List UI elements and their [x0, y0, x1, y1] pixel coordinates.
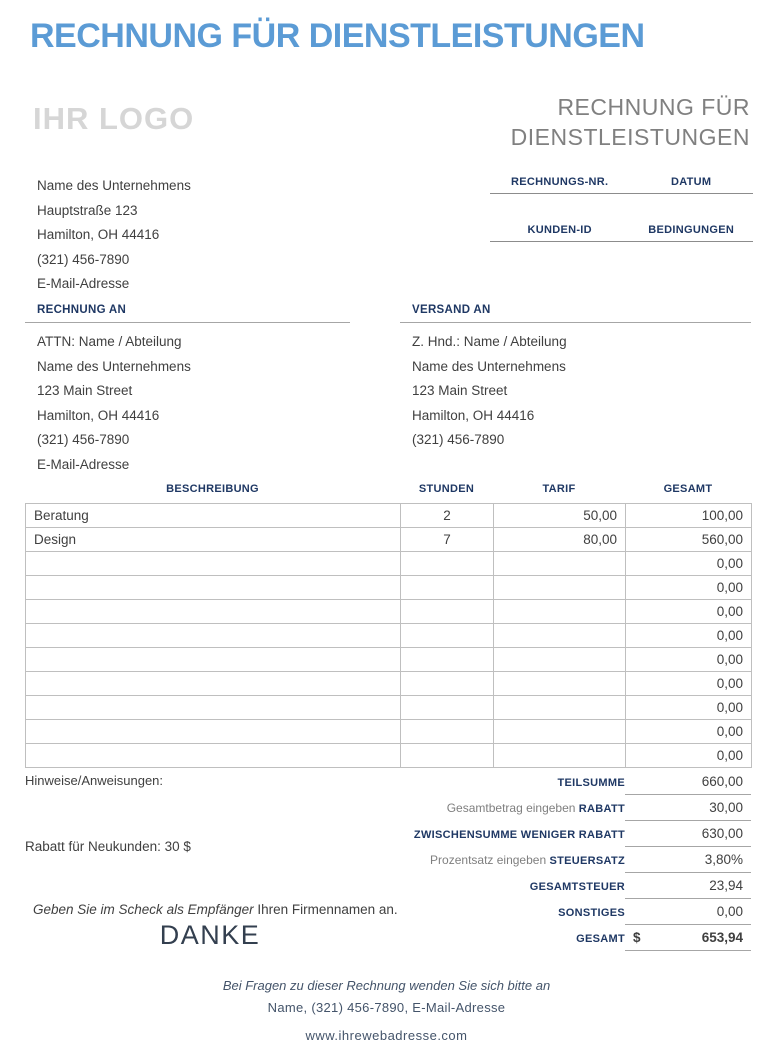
column-header: TARIF	[542, 483, 576, 495]
footer-contact-details: Name, (321) 456-7890, E-Mail-Adresse	[267, 1000, 506, 1015]
column-header: STUNDEN	[418, 483, 475, 495]
company-line: Hauptstraße 123	[37, 202, 138, 218]
totals-row	[400, 873, 751, 899]
terms-label: BEDINGUNGEN	[648, 224, 735, 236]
totals-row	[400, 795, 751, 821]
bill-to-line: Name des Unternehmens	[37, 358, 191, 374]
table-cell	[26, 576, 401, 600]
totals-value	[625, 847, 751, 873]
totals-value	[625, 769, 751, 795]
table-cell: Beratung	[26, 504, 401, 528]
totals-label-name: STEUERSATZ	[549, 855, 625, 867]
ship-to-line: Name des Unternehmens	[412, 358, 566, 374]
table-cell	[494, 600, 626, 624]
totals-label-prefix: Gesamtbetrag eingeben	[446, 801, 579, 815]
table-cell: 0,00	[626, 672, 752, 696]
totals-value	[625, 821, 751, 847]
table-cell: 0,00	[626, 552, 752, 576]
table-row	[26, 600, 752, 624]
doc-type-line1: RECHNUNG FÜR	[557, 94, 750, 120]
table-cell	[26, 696, 401, 720]
check-note	[33, 902, 398, 917]
table-row	[26, 552, 752, 576]
footer	[0, 978, 773, 1043]
check-note-regular: Ihren Firmennamen an.	[253, 902, 398, 917]
totals-label-name: GESAMT	[576, 933, 625, 945]
logo-placeholder: IHR LOGO	[33, 101, 195, 136]
instructions-label: Hinweise/Anweisungen:	[25, 773, 164, 788]
bill-to-line: Hamilton, OH 44416	[37, 407, 160, 423]
bill-to-line: (321) 456-7890	[37, 432, 130, 447]
table-cell	[26, 720, 401, 744]
table-cell: 100,00	[626, 504, 752, 528]
company-line: (321) 456-7890	[37, 251, 130, 267]
table-cell: 7	[401, 528, 494, 552]
table-row	[26, 504, 752, 528]
totals-row	[400, 899, 751, 925]
company-info	[37, 174, 191, 297]
ship-to-line: Hamilton, OH 44416	[412, 407, 535, 423]
table-cell	[401, 744, 494, 768]
bill-to-heading: RECHNUNG AN	[25, 304, 350, 323]
totals-amount: 0,00	[716, 904, 743, 919]
table-cell	[26, 552, 401, 576]
bill-to-line: ATTN: Name / Abteilung	[37, 334, 182, 349]
totals-label	[400, 851, 625, 869]
page-title: RECHNUNG FÜR DIENSTLEISTUNGEN	[30, 17, 645, 55]
footer-contact-intro: Bei Fragen zu dieser Rechnung wenden Sie sich bitte an	[222, 978, 551, 993]
doc-type-heading	[511, 92, 750, 152]
totals-label-name: ZWISCHENSUMME WENIGER RABATT	[413, 829, 625, 841]
table-cell: Design	[26, 528, 401, 552]
column-header: BESCHREIBUNG	[166, 483, 259, 495]
table-cell	[494, 744, 626, 768]
table-cell	[494, 552, 626, 576]
table-row	[26, 624, 752, 648]
table-row	[26, 576, 752, 600]
totals-amount: 653,94	[701, 930, 743, 945]
invoice-number-label: RECHNUNGS-NR.	[510, 176, 609, 188]
table-cell	[494, 720, 626, 744]
totals-label	[400, 877, 625, 895]
table-cell: 0,00	[626, 744, 752, 768]
totals-value	[625, 873, 751, 899]
currency-symbol: $	[633, 930, 641, 945]
totals-amount: 3,80%	[704, 852, 743, 867]
table-row	[26, 744, 752, 768]
table-cell	[26, 648, 401, 672]
table-cell	[401, 720, 494, 744]
totals-label-name: TEILSUMME	[557, 777, 625, 789]
totals-label	[400, 903, 625, 921]
table-row	[26, 528, 752, 552]
table-cell: 0,00	[626, 696, 752, 720]
table-cell	[494, 672, 626, 696]
bill-to-line: 123 Main Street	[37, 383, 133, 398]
table-cell: 0,00	[626, 720, 752, 744]
totals-label-name: GESAMTSTEUER	[529, 881, 625, 893]
bill-to-lines	[25, 323, 350, 477]
table-cell	[401, 552, 494, 576]
totals-row	[400, 821, 751, 847]
line-items-table	[25, 503, 752, 768]
totals-value	[625, 925, 751, 951]
table-cell	[401, 600, 494, 624]
totals-row	[400, 925, 751, 951]
table-cell: 80,00	[494, 528, 626, 552]
company-line: Name des Unternehmens	[37, 178, 191, 193]
footer-website: www.ihrewebadresse.com	[305, 1028, 468, 1043]
totals-row	[400, 769, 751, 795]
company-line: E-Mail-Adresse	[37, 276, 130, 291]
totals-value	[625, 795, 751, 821]
table-cell	[401, 624, 494, 648]
table-row	[26, 672, 752, 696]
totals-label	[400, 929, 625, 947]
table-cell	[401, 696, 494, 720]
totals-label	[400, 799, 625, 817]
meta-row-2	[490, 224, 753, 242]
totals-label	[400, 825, 625, 843]
totals-amount: 23,94	[709, 878, 743, 893]
totals-label-name: RABATT	[578, 803, 625, 815]
check-note-italic: Geben Sie im Scheck als Empfänger	[33, 902, 254, 917]
ship-to-section	[400, 304, 751, 453]
line-items-body	[26, 504, 752, 768]
table-cell	[26, 624, 401, 648]
invoice-meta	[490, 176, 753, 242]
table-cell	[26, 672, 401, 696]
customer-id-label: KUNDEN-ID	[527, 224, 592, 236]
table-cell	[494, 576, 626, 600]
date-label: DATUM	[670, 176, 712, 188]
table-cell: 50,00	[494, 504, 626, 528]
bill-to-line: E-Mail-Adresse	[37, 456, 130, 472]
table-row	[26, 720, 752, 744]
table-cell	[494, 648, 626, 672]
totals-label-prefix: Prozentsatz eingeben	[430, 853, 550, 867]
meta-row-1	[490, 176, 753, 194]
totals-amount: 630,00	[701, 826, 743, 841]
ship-to-line: (321) 456-7890	[412, 432, 505, 447]
column-header: GESAMT	[663, 483, 713, 495]
totals-value	[625, 899, 751, 925]
ship-to-heading: VERSAND AN	[400, 304, 751, 323]
totals-section	[400, 769, 751, 951]
totals-label-name: SONSTIGES	[558, 907, 625, 919]
totals-row	[400, 847, 751, 873]
company-line: Hamilton, OH 44416	[37, 227, 160, 242]
doc-type-line2: DIENSTLEISTUNGEN	[510, 124, 750, 150]
table-cell: 2	[401, 504, 494, 528]
totals-amount: 660,00	[701, 774, 743, 789]
table-cell: 0,00	[626, 600, 752, 624]
table-cell	[26, 744, 401, 768]
table-cell	[26, 600, 401, 624]
table-cell: 0,00	[626, 576, 752, 600]
table-row	[26, 696, 752, 720]
table-cell	[401, 648, 494, 672]
table-row	[26, 648, 752, 672]
table-cell	[494, 624, 626, 648]
discount-note: Rabatt für Neukunden: 30 $	[25, 839, 191, 854]
table-cell: 560,00	[626, 528, 752, 552]
table-cell	[401, 672, 494, 696]
table-cell: 0,00	[626, 648, 752, 672]
ship-to-line: 123 Main Street	[412, 383, 508, 398]
table-cell: 0,00	[626, 624, 752, 648]
ship-to-line: Z. Hnd.: Name / Abteilung	[412, 334, 567, 349]
thank-you-text: DANKE	[159, 920, 261, 950]
bill-to-section	[25, 304, 350, 477]
table-cell	[401, 576, 494, 600]
line-items-header	[25, 483, 751, 495]
table-cell	[494, 696, 626, 720]
totals-amount: 30,00	[709, 800, 743, 815]
totals-label	[400, 773, 625, 791]
ship-to-lines	[400, 323, 751, 453]
